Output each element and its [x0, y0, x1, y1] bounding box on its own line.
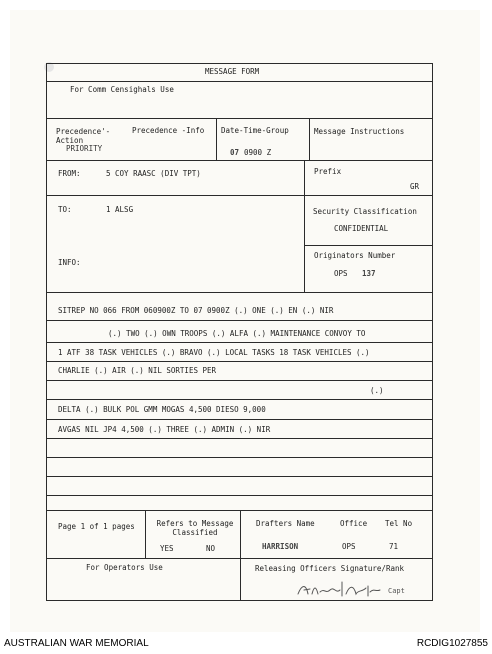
rule [304, 245, 433, 246]
rule [46, 320, 433, 321]
message-instructions-label: Message Instructions [314, 127, 405, 136]
message-line: DELTA (.) BULK POL GMM MOGAS 4,500 DIESO 9,000 [58, 405, 266, 414]
rank-value: Capt [388, 587, 405, 595]
rule [46, 399, 433, 400]
to-label: TO: [58, 205, 72, 214]
archive-reference: RCDIG1027855 [416, 638, 488, 649]
rule [46, 380, 433, 381]
dtg-label: Date-Time-Group [221, 126, 289, 135]
originators-number-label: Originators Number [314, 251, 396, 260]
rule [46, 495, 433, 496]
from-label: FROM: [58, 169, 81, 178]
rule [46, 457, 433, 458]
rule [46, 342, 433, 343]
refers-to-message-label: Refers to Message Classified [156, 519, 234, 537]
rule [46, 438, 433, 439]
prefix-label: Prefix [314, 167, 342, 176]
rule [432, 63, 433, 600]
to-value: 1 ALSG [106, 205, 134, 214]
dtg-time-value: 0900 Z [244, 148, 272, 157]
precedence-action-value: PRIORITY [66, 144, 103, 153]
message-line: 1 ATF 38 TASK VEHICLES (.) BRAVO (.) LOCAL TASKS 18 TASK VEHICLES (.) [58, 348, 370, 357]
drafters-name-value: HARRISON [262, 542, 299, 551]
rule [46, 361, 433, 362]
refers-no: NO [206, 544, 216, 553]
originators-number: 137 [362, 269, 376, 278]
precedence-action-label: Precedence'- Action [56, 127, 111, 145]
rule [46, 81, 433, 82]
rule [145, 510, 146, 558]
rule [46, 476, 433, 477]
signature-image [296, 580, 386, 600]
rule [46, 195, 433, 196]
rule [46, 160, 433, 161]
message-line: (.) [370, 386, 384, 395]
message-line: SITREP NO 066 FROM 060900Z TO 07 0900Z (.) ONE (.) EN (.) NIR [58, 306, 334, 315]
rule [46, 600, 433, 601]
rule [46, 292, 433, 293]
message-form-sheet [10, 10, 480, 632]
tel-no-label: Tel No [385, 519, 413, 528]
office-value: OPS [342, 542, 356, 551]
drafters-name-label: Drafters Name [256, 519, 315, 528]
rule [309, 118, 310, 160]
message-line: (.) TWO (.) OWN TROOPS (.) ALFA (.) MAINTENANCE CONVOY TO [108, 329, 366, 338]
releasing-officer-label: Releasing Officers Signature/Rank [255, 564, 405, 573]
operators-use-label: For Operators Use [86, 563, 163, 572]
page-count-label: Page 1 of 1 pages [58, 522, 135, 531]
refers-yes: YES [160, 544, 174, 553]
tel-no-value: 71 [389, 542, 399, 551]
comm-use-label: For Comm Censighals Use [70, 85, 174, 94]
rule [240, 510, 241, 600]
info-label: INFO: [58, 258, 81, 267]
precedence-info-label: Precedence -Info [132, 126, 205, 135]
rule [46, 63, 47, 600]
dtg-day-value: 07 [230, 148, 240, 157]
message-line: AVGAS NIL JP4 4,500 (.) THREE (.) ADMIN (.) NIR [58, 425, 271, 434]
originators-prefix: OPS [334, 269, 348, 278]
archive-credit: AUSTRALIAN WAR MEMORIAL [4, 638, 149, 649]
security-classification-value: CONFIDENTIAL [334, 224, 389, 233]
rule [46, 419, 433, 420]
prefix-value: GR [410, 182, 420, 191]
rule [216, 118, 217, 160]
message-line: CHARLIE (.) AIR (.) NIL SORTIES PER [58, 366, 217, 375]
rule [304, 160, 305, 292]
security-classification-label: Security Classification [313, 207, 417, 216]
office-label: Office [340, 519, 368, 528]
from-value: 5 COY RAASC (DIV TPT) [106, 169, 201, 178]
rule [46, 118, 433, 119]
rule [46, 63, 433, 64]
form-title: MESSAGE FORM [205, 67, 260, 76]
